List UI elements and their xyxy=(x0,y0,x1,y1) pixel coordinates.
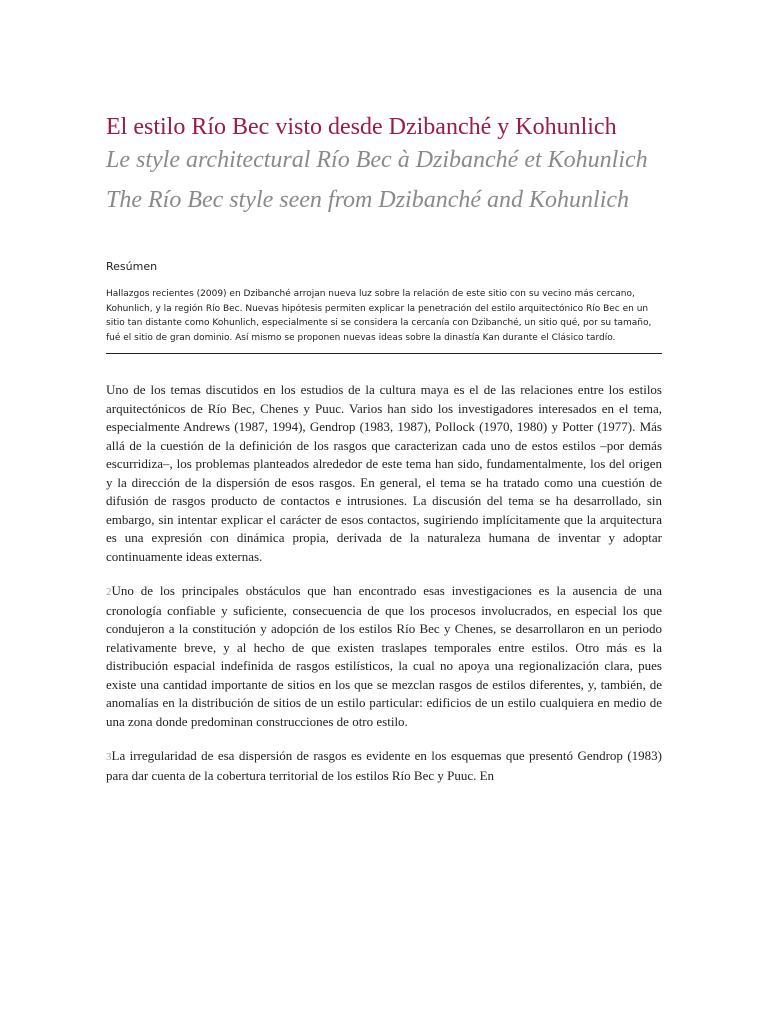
abstract-text: Hallazgos recientes (2009) en Dzibanché arrojan nueva luz sobre la relación de este sitio con su vecino más cercano, Kohunlich, y la región Río Bec. Nuevas hipótesis permiten explicar la penetración del estilo arquitectónico Río Bec en un sitio tan distante como Kohunlich, especialmente si se considera la cercanía con Dzibanché, un sitio qué, por su tamaño, fué el sitio de gran dominio. Así mismo se proponen nuevas ideas sobre la dinastía Kan durante el Clásico tardío. xyxy=(106,289,652,343)
body-paragraph-3 xyxy=(106,747,662,785)
article-title-english: The Río Bec style seen from Dzibanché and Kohunlich xyxy=(106,187,630,213)
article-title: El estilo Río Bec visto desde Dzibanché y Kohunlich xyxy=(106,114,617,140)
paragraph-number[interactable]: 2 xyxy=(106,586,112,598)
paragraph-text: La irregularidad de esa dispersión de rasgos es evidente en los esquemas que presentó Gendrop (1983) para dar cuenta de la cobertura territorial de los estilos Río Bec y Puuc. En xyxy=(106,748,662,783)
paragraph-number[interactable]: 3 xyxy=(106,751,112,763)
abstract-heading: Resúmen xyxy=(106,260,158,273)
section-divider xyxy=(106,353,662,354)
body-paragraph-1: Uno de los temas discutidos en los estudios de la cultura maya es el de las relaciones entre los estilos arquitectónicos de Río Bec, Chenes y Puuc. Varios han sido los investigadores interesados en el tema, especialmente Andrews (1987, 1994), Gendrop (1983, 1987), Pollock (1970, 1980) y Potter (1977). Más allá de la cuestión de la definición de los rasgos que caracterizan cada uno de estos estilos –por demás escurridiza–, los problemas planteados alrededor de este tema han sido, fundamentalmente, los del origen y la dirección de la dispersión de esos rasgos. En general, el tema se ha tratado como una cuestión de difusión de rasgos producto de contactos e intrusiones. La discusión del tema se ha desarrollado, sin embargo, sin intentar explicar el carácter de esos contactos, sugiriendo implícitamente que la arquitectura es una expresión con dinámica propia, derivada de la naturaleza humana de inventar y adoptar continuamente ideas externas. xyxy=(106,382,662,564)
article-page xyxy=(106,110,662,785)
article-title-french: Le style architectural Río Bec à Dzibanché et Kohunlich xyxy=(106,147,648,173)
body-paragraph-2 xyxy=(106,582,662,731)
paragraph-text: Uno de los principales obstáculos que han encontrado esas investigaciones es la ausencia de una cronología confiable y suficiente, consecuencia de que los procesos involucrados, en especial los que condujeron a la constitución y adopción de los estilos Río Bec y Chenes, se desarrollaron en un periodo relativamente breve, y al hecho de que existen traslapes temporales entre estilos. Otro más es la distribución espacial indefinida de rasgos estilísticos, la cual no apoya una regionalización clara, pues existe una cantidad importante de sitios en los que se mezclan rasgos de estilos diferentes, y, también, de anomalías en la distribución de sitios de un estilo particular: edificios de un estilo cualquiera en medio de una zona donde predominan construcciones de otro estilo. xyxy=(106,583,662,729)
